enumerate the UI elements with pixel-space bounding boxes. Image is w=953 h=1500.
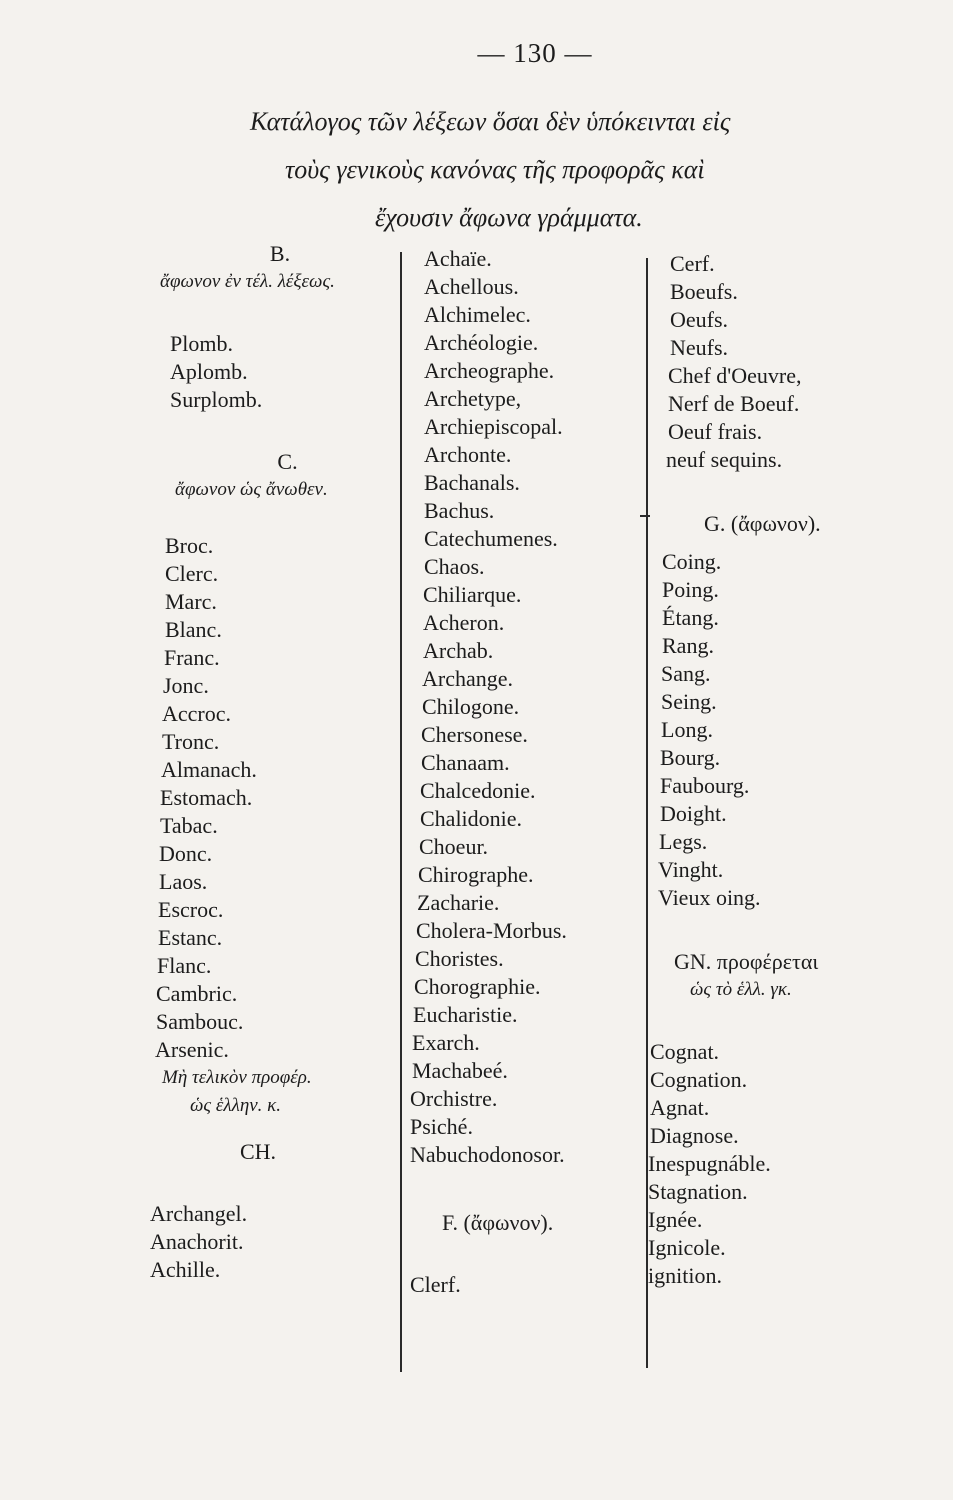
word-entry: Psiché. — [410, 1114, 473, 1139]
word-entry: Archéologie. — [424, 330, 539, 355]
word-entry: Choeur. — [419, 834, 489, 859]
word-entry: Sang. — [661, 661, 711, 686]
word-entry: Acheron. — [423, 610, 505, 635]
word-entry: Bourg. — [660, 745, 721, 770]
word-entry: Jonc. — [163, 673, 209, 698]
section-note-c: ἄφωνον ὡς ἄνωθεν. — [175, 479, 328, 500]
word-entry: Accroc. — [162, 701, 232, 726]
word-entry: Achille. — [150, 1257, 221, 1282]
section-heading-c: C. — [277, 449, 298, 474]
word-entry: Vinght. — [658, 857, 724, 882]
word-entry: Stagnation. — [648, 1179, 748, 1204]
word-entry: Ignicole. — [648, 1235, 726, 1260]
column-1 — [150, 240, 395, 1284]
word-entry: Oeufs. — [670, 307, 729, 332]
word-entry: Chiliarque. — [423, 582, 522, 607]
section-heading-f: F. (ἄφωνον). — [442, 1210, 554, 1235]
column-divider-left — [400, 252, 402, 1372]
section-note-c2: ὡς ἑλλην. κ. — [190, 1095, 282, 1116]
word-entry: Archab. — [423, 638, 494, 663]
word-entry: Laos. — [159, 869, 208, 894]
word-entry: Zacharie. — [417, 890, 500, 915]
list-title — [215, 98, 855, 242]
word-entry: Archeographe. — [424, 358, 555, 383]
word-entry: Étang. — [662, 605, 719, 630]
title-line: ἔχουσιν ἄφωνα γράμματα. — [375, 203, 643, 232]
word-entry: Diagnose. — [650, 1123, 739, 1148]
word-entry: Cholera-Morbus. — [416, 918, 567, 943]
word-entry: Chanaam. — [421, 750, 510, 775]
word-entry: Oeuf frais. — [668, 419, 763, 444]
word-entry: ignition. — [648, 1263, 722, 1288]
word-entry: Broc. — [165, 533, 214, 558]
word-entry: Faubourg. — [660, 773, 750, 798]
word-entry: Blanc. — [165, 617, 222, 642]
word-entry: Cognat. — [650, 1039, 720, 1064]
word-entry: Estomach. — [160, 785, 253, 810]
word-entry: Long. — [661, 717, 713, 742]
word-entry: Chirographe. — [418, 862, 534, 887]
word-entry: Arsenic. — [155, 1037, 229, 1062]
word-entry: Archiepiscopal. — [424, 414, 563, 439]
word-entry: Achellous. — [424, 274, 519, 299]
word-entry: Chef d'Oeuvre, — [668, 363, 802, 388]
word-entry: Bachus. — [424, 498, 495, 523]
word-entry: Archange. — [422, 666, 514, 691]
word-entry: Inespugnáble. — [648, 1151, 771, 1176]
word-entry: Catechumenes. — [424, 526, 558, 551]
word-entry: Nabuchodonosor. — [410, 1142, 565, 1167]
word-entry: Chorographie. — [414, 974, 541, 999]
word-entry: Escroc. — [158, 897, 224, 922]
word-entry: Archonte. — [424, 442, 512, 467]
word-entry: Seing. — [661, 689, 717, 714]
word-entry: Chilogone. — [422, 694, 520, 719]
section-note-c2: Μὴ τελικὸν προφέρ. — [162, 1067, 312, 1088]
word-entry: Chalidonie. — [420, 806, 523, 831]
word-entry: Aplomb. — [170, 359, 248, 384]
word-entry: Poing. — [662, 577, 719, 602]
word-entry: Surplomb. — [170, 387, 263, 412]
word-entry: Cognation. — [650, 1067, 748, 1092]
word-entry: Exarch. — [412, 1030, 480, 1055]
word-entry: Tabac. — [160, 813, 218, 838]
word-entry: Ignée. — [648, 1207, 703, 1232]
word-entry: Clerc. — [165, 561, 219, 586]
section-note-gn: ὡς τὸ ἑλλ. γκ. — [690, 979, 792, 1000]
word-entry: Coing. — [662, 549, 722, 574]
word-entry: Vieux oing. — [658, 885, 761, 910]
word-entry: Achaïe. — [424, 246, 492, 271]
word-entry: Chalcedonie. — [420, 778, 536, 803]
word-entry: Orchistre. — [410, 1086, 498, 1111]
word-entry: neuf sequins. — [666, 447, 783, 472]
word-entry: Boeufs. — [670, 279, 738, 304]
word-entry: Almanach. — [161, 757, 257, 782]
word-entry: Eucharistie. — [413, 1002, 518, 1027]
word-entry: Chaos. — [424, 554, 485, 579]
word-entry: Neufs. — [670, 335, 729, 360]
section-heading-b: B. — [269, 241, 291, 266]
word-entry: Machabeé. — [412, 1058, 508, 1083]
word-entry: Estanc. — [158, 925, 223, 950]
title-line: Κατάλογος τῶν λέξεων ὅσαι δὲν ὑπόκεινται εἰς — [250, 107, 731, 136]
word-entry: Archangel. — [150, 1201, 248, 1226]
word-entry: Cerf. — [670, 251, 715, 276]
word-entry: Clerf. — [410, 1272, 461, 1297]
word-entry: Nerf de Boeuf. — [668, 391, 800, 416]
word-entry: Doight. — [660, 801, 727, 826]
word-entry: Franc. — [164, 645, 220, 670]
word-entry: Anachorit. — [150, 1229, 244, 1254]
word-entry: Sambouc. — [156, 1009, 244, 1034]
word-entry: Choristes. — [415, 946, 504, 971]
section-heading-g: G. (ἄφωνον). — [704, 511, 821, 536]
column-2 — [410, 245, 640, 1299]
word-entry: Alchimelec. — [424, 302, 531, 327]
word-entry: Marc. — [165, 589, 217, 614]
word-entry: Chersonese. — [421, 722, 528, 747]
word-entry: Cambric. — [156, 981, 238, 1006]
word-entry: Archetype, — [424, 386, 522, 411]
word-entry: Rang. — [662, 633, 714, 658]
word-entry: Bachanals. — [424, 470, 520, 495]
word-entry: Tronc. — [162, 729, 220, 754]
column-3 — [648, 250, 878, 1290]
section-note-b: ἄφωνον ἐν τέλ. λέξεως. — [160, 271, 335, 292]
word-entry: Agnat. — [650, 1095, 710, 1120]
section-heading-gn: GN. προφέρεται — [674, 949, 819, 974]
word-entry: Donc. — [159, 841, 213, 866]
section-heading-ch: CH. — [240, 1139, 277, 1164]
word-entry: Plomb. — [170, 331, 233, 356]
word-entry: Legs. — [659, 829, 708, 854]
title-line: τοὺς γενικοὺς κανόνας τῆς προφορᾶς καὶ — [285, 155, 705, 184]
word-entry: Flanc. — [157, 953, 212, 978]
page-number: — 130 — — [477, 38, 593, 68]
